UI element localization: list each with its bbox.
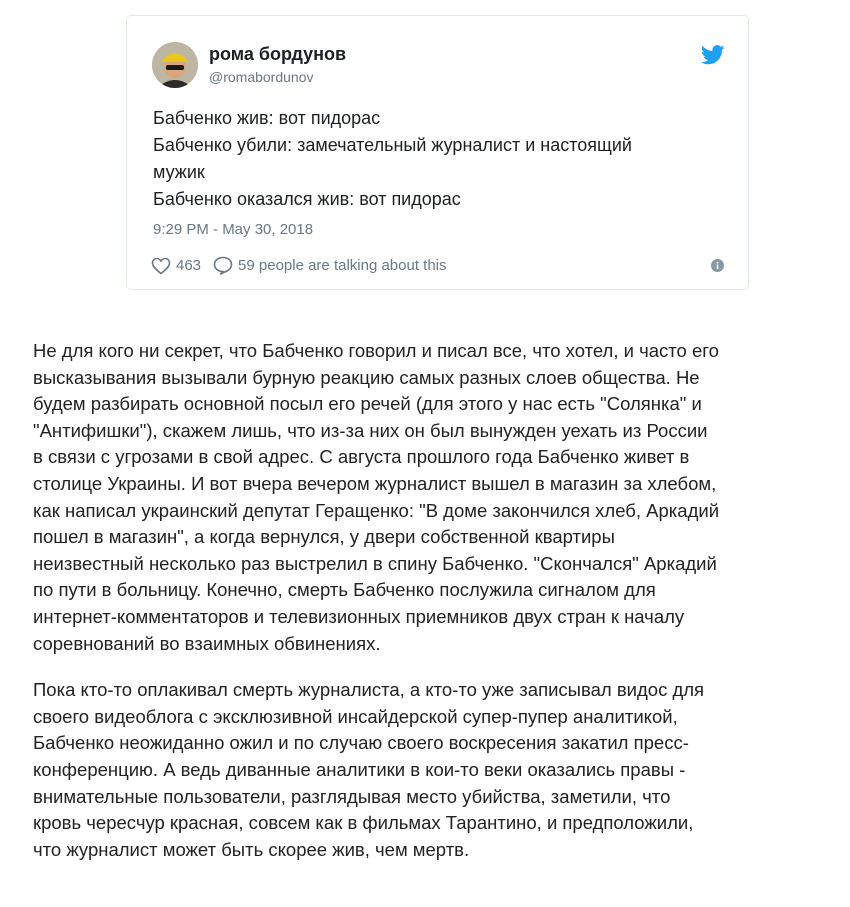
author-avatar[interactable] xyxy=(152,42,198,88)
paragraph-line: высказывания вызывали бурную реакцию самых разных слоев общества. Не xyxy=(33,366,700,388)
info-icon[interactable] xyxy=(711,259,724,272)
paragraph-line: в связи с угрозами в свой адрес. С августа прошлого года Бабченко живет в xyxy=(33,446,690,468)
paragraph-line: Бабченко неожиданно ожил и по случаю своего воскресения закатил пресс- xyxy=(33,732,689,754)
paragraph-line: конференцию. А ведь диванные аналитики в кои-то веки оказались правы - xyxy=(33,758,686,780)
paragraph-line: пошел в магазин", а когда вернулся, у двери собственной квартиры xyxy=(33,526,615,548)
like-count: 463 xyxy=(176,257,202,274)
article-paragraph-2 xyxy=(33,677,828,863)
article-body xyxy=(33,338,828,883)
paragraph-line: "Антифишки"), скажем лишь, что из-за них он был вынужден уехать из России xyxy=(33,419,708,441)
conversation-link[interactable] xyxy=(213,256,446,275)
twitter-bird-icon[interactable] xyxy=(701,45,725,65)
tweet-timestamp[interactable]: 9:29 PM - May 30, 2018 xyxy=(153,221,314,238)
tweet-text-line: Бабченко оказался жив: вот пидорас xyxy=(153,189,461,209)
paragraph-line: Пока кто-то оплакивал смерть журналиста, а кто-то уже записывал видос для xyxy=(33,679,705,701)
paragraph-line: что журналист может быть скорее жив, чем мертв. xyxy=(33,838,470,860)
paragraph-line: интернет-комментаторов и телевизионных приемников двух стран к началу xyxy=(33,605,685,627)
paragraph-line: соревнований во взаимных обвинениях. xyxy=(33,632,381,654)
paragraph-line: как написал украинский депутат Геращенко: "В доме закончился хлеб, Аркадий xyxy=(33,499,720,521)
tweet-text-line: мужик xyxy=(153,162,205,182)
author-name[interactable]: рома бордунов xyxy=(209,44,347,64)
article-paragraph-1 xyxy=(33,338,828,657)
paragraph-line: Не для кого ни секрет, что Бабченко говорил и писал все, что хотел, и часто его xyxy=(33,340,719,361)
paragraph-line: своего видеоблога с эксклюзивной инсайдерской супер-пупер аналитикой, xyxy=(33,705,678,727)
paragraph-line: неизвестный несколько раз выстрелил в спину Бабченко. "Скончался" Аркадий xyxy=(33,552,717,574)
like-button[interactable] xyxy=(151,257,201,275)
tweet-actions xyxy=(151,256,459,275)
paragraph-line: столице Украины. И вот вчера вечером журналист вышел в магазин за хлебом, xyxy=(33,472,717,494)
author-handle[interactable]: @romabordunov xyxy=(209,69,314,85)
paragraph-line: внимательные пользователи, разглядывая место убийства, заметили, что xyxy=(33,785,671,807)
speech-bubble-icon xyxy=(213,256,233,275)
conversation-label: 59 people are talking about this xyxy=(238,257,447,274)
paragraph-line: по пути в больницу. Конечно, смерть Бабченко послужила сигналом для xyxy=(33,579,656,601)
tweet-text-line: Бабченко убили: замечательный журналист и настоящий xyxy=(153,135,632,155)
embedded-tweet-card[interactable] xyxy=(126,15,749,290)
paragraph-line: кровь чересчур красная, совсем как в фильмах Тарантино, и предположили, xyxy=(33,812,694,834)
heart-icon xyxy=(151,257,171,275)
tweet-text-line: Бабченко жив: вот пидорас xyxy=(153,108,381,128)
paragraph-line: будем разбирать основной посыл его речей (для этого у нас есть "Солянка" и xyxy=(33,393,702,415)
tweet-text xyxy=(153,105,723,213)
